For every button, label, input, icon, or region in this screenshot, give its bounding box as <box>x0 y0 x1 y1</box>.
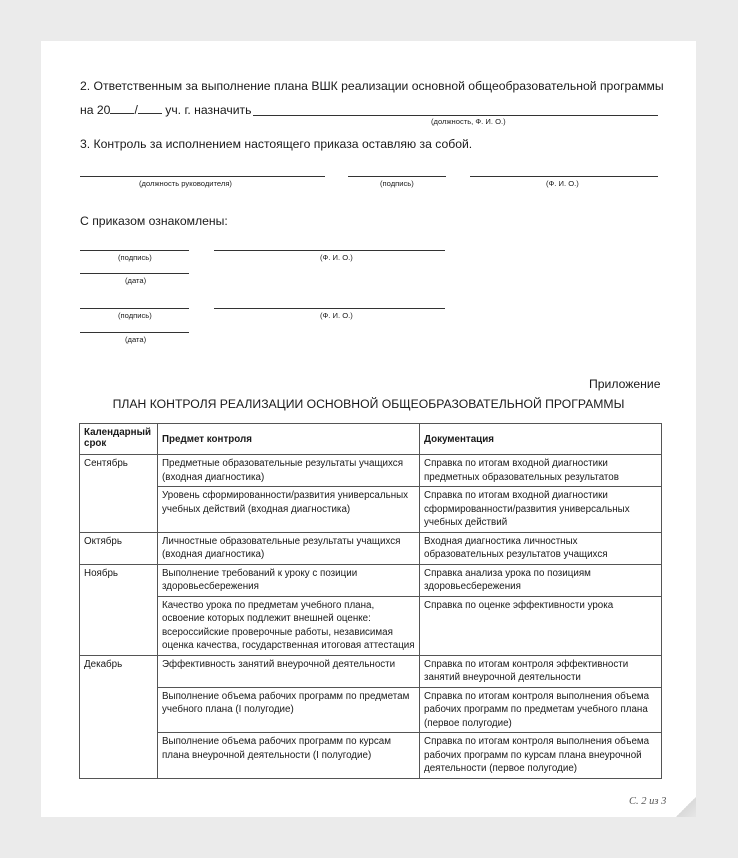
subject-cell: Качество урока по предметам учебного плана, освоение которых подлежит внешней оценке: всероссийские проверочные работы, независимая оценка качества, государственная итоговая аттестация <box>158 596 420 655</box>
month-cell <box>80 487 158 533</box>
appendix-title: ПЛАН КОНТРОЛЯ РЕАЛИЗАЦИИ ОСНОВНОЙ ОБЩЕОБРАЗОВАТЕЛЬНОЙ ПРОГРАММЫ <box>112 397 625 411</box>
subject-cell: Выполнение требований к уроку с позиции здоровьесбережения <box>158 564 420 596</box>
doc-cell: Справка по итогам контроля эффективности занятий внеурочной деятельности <box>420 655 662 687</box>
header-subject: Предмет контроля <box>158 424 420 455</box>
subject-cell: Личностные образовательные результаты учащихся (входная диагностика) <box>158 532 420 564</box>
table-row <box>80 655 662 687</box>
head-fio-line[interactable] <box>470 176 658 177</box>
table-row <box>80 532 662 564</box>
year-slash: / <box>134 103 138 117</box>
head-position-line[interactable] <box>80 176 325 177</box>
year-prefix: на 20 <box>80 103 111 117</box>
acquainted-title: С приказом ознакомлены: <box>80 214 228 228</box>
responsible-person-line[interactable] <box>253 115 658 116</box>
head-signature-line[interactable] <box>348 176 446 177</box>
year-blank-1[interactable] <box>110 103 134 114</box>
header-calendar: Календарный срок <box>80 424 158 455</box>
doc-cell: Входная диагностика личностных образовательных результатов учащихся <box>420 532 662 564</box>
item-3-text: 3. Контроль за исполнением настоящего приказа оставляю за собой. <box>80 137 473 151</box>
month-cell: Ноябрь <box>80 564 158 596</box>
header-documentation: Документация <box>420 424 662 455</box>
year-suffix: уч. г. назначить <box>165 103 252 117</box>
page-corner-fold <box>676 797 696 817</box>
month-cell: Декабрь <box>80 655 158 687</box>
table-header-row <box>80 424 662 455</box>
acq-2-fio-line[interactable] <box>214 308 445 309</box>
head-fio-caption: (Ф. И. О.) <box>546 179 579 188</box>
control-plan-table <box>79 423 662 779</box>
subject-cell: Выполнение объема рабочих программ по курсам плана внеурочной деятельности (I полугодие) <box>158 733 420 779</box>
month-cell <box>80 733 158 779</box>
month-cell: Сентябрь <box>80 455 158 487</box>
acq-1-signature-caption: (подпись) <box>118 253 152 262</box>
subject-cell: Предметные образовательные результаты учащихся (входная диагностика) <box>158 455 420 487</box>
table-row <box>80 564 662 596</box>
month-cell <box>80 687 158 733</box>
table-row <box>80 733 662 779</box>
table-row <box>80 687 662 733</box>
head-position-caption: (должность руководителя) <box>139 179 232 188</box>
responsible-caption: (должность, Ф. И. О.) <box>431 117 506 126</box>
item-2-text: 2. Ответственным за выполнение плана ВШК реализации основной общеобразовательной программы <box>80 79 664 93</box>
month-cell <box>80 596 158 655</box>
acq-2-fio-caption: (Ф. И. О.) <box>320 311 353 320</box>
acq-1-fio-caption: (Ф. И. О.) <box>320 253 353 262</box>
page-number: С. 2 из 3 <box>629 796 667 807</box>
month-cell: Октябрь <box>80 532 158 564</box>
head-signature-caption: (подпись) <box>380 179 414 188</box>
document-page <box>41 41 696 817</box>
table-row <box>80 455 662 487</box>
doc-cell: Справка анализа урока по позициям здоровьесбережения <box>420 564 662 596</box>
acq-2-date-caption: (дата) <box>125 335 147 344</box>
acq-1-date-caption: (дата) <box>125 276 147 285</box>
acq-1-date-line[interactable] <box>80 273 189 274</box>
subject-cell: Уровень сформированности/развития универсальных учебных действий (входная диагностика) <box>158 487 420 533</box>
year-blank-2[interactable] <box>138 103 162 114</box>
acq-2-signature-line[interactable] <box>80 308 189 309</box>
item-2-year-row <box>80 103 251 117</box>
acq-1-fio-line[interactable] <box>214 250 445 251</box>
table-row <box>80 487 662 533</box>
doc-cell: Справка по итогам входной диагностики предметных образовательных результатов <box>420 455 662 487</box>
appendix-label: Приложение <box>589 377 661 391</box>
doc-cell: Справка по итогам входной диагностики сформированности/развития универсальных учебных действий <box>420 487 662 533</box>
doc-cell: Справка по итогам контроля выполнения объема рабочих программ по предметам учебного плана (первое полугодие) <box>420 687 662 733</box>
subject-cell: Выполнение объема рабочих программ по предметам учебного плана (I полугодие) <box>158 687 420 733</box>
acq-2-signature-caption: (подпись) <box>118 311 152 320</box>
acq-1-signature-line[interactable] <box>80 250 189 251</box>
subject-cell: Эффективность занятий внеурочной деятельности <box>158 655 420 687</box>
acq-2-date-line[interactable] <box>80 332 189 333</box>
doc-cell: Справка по итогам контроля выполнения объема рабочих программ по курсам плана внеурочной деятельности (первое полугодие) <box>420 733 662 779</box>
table-row <box>80 596 662 655</box>
doc-cell: Справка по оценке эффективности урока <box>420 596 662 655</box>
